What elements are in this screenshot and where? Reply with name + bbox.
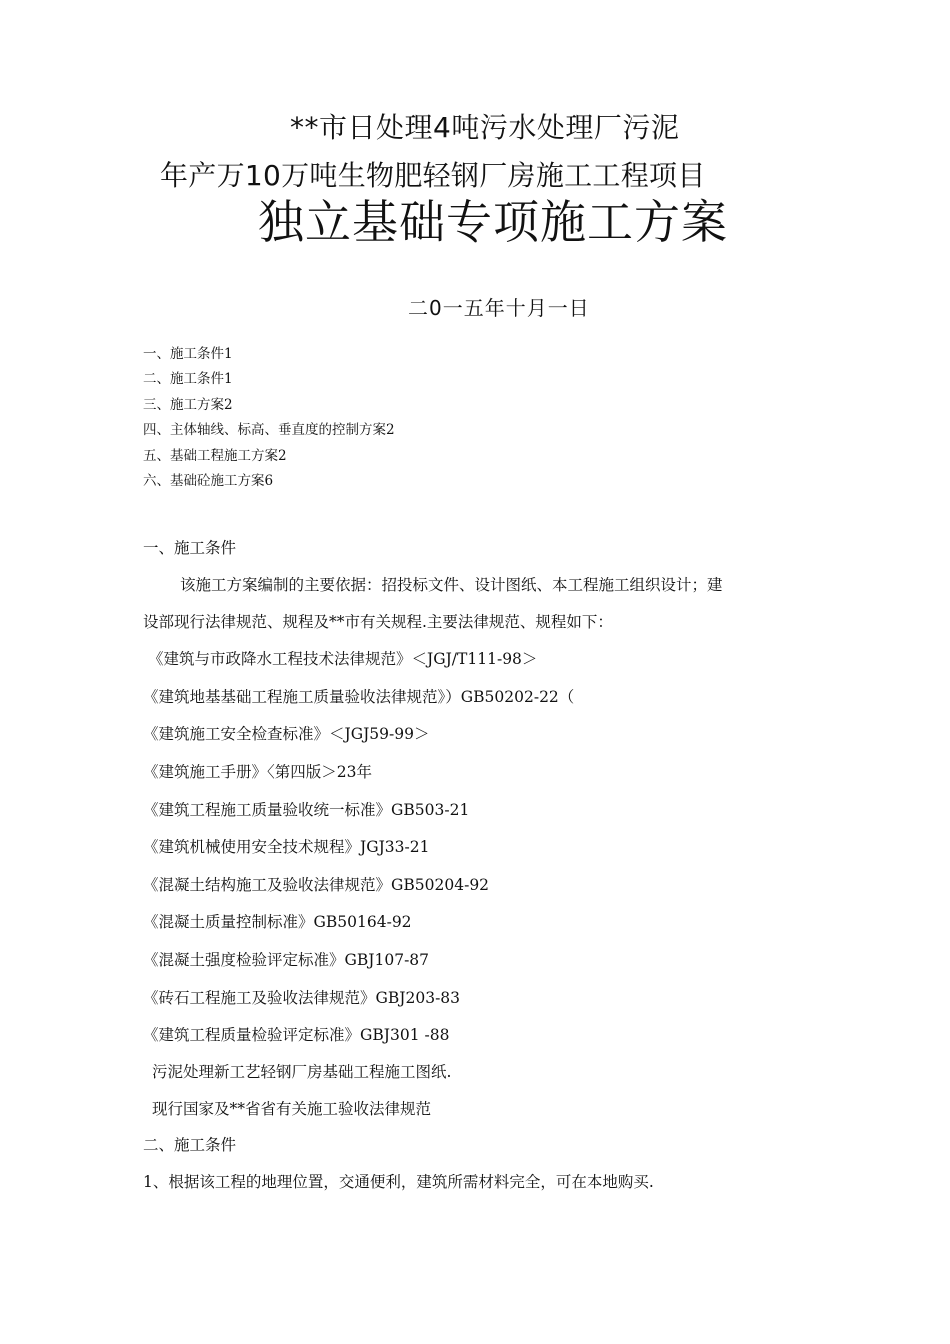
cover-title-line2: 年产万10万吨生物肥轻钢厂房施工工程项目 — [160, 159, 706, 192]
paragraph-item: 1、根据该工程的地理位置，交通便利，建筑所需材料完全，可在本地购买. — [143, 1173, 654, 1191]
drawing-reference: 污泥处理新工艺轻钢厂房基础工程施工图纸. — [152, 1063, 452, 1081]
reference-item: 《混凝土结构施工及验收法律规范》GB50204-92 — [143, 876, 490, 894]
toc-item: 三、施工方案2 — [143, 397, 233, 413]
toc-item: 二、施工条件1 — [143, 371, 233, 387]
reference-item: 《混凝土强度检验评定标准》GBJ107-87 — [143, 951, 430, 969]
section-heading: 一、施工条件 — [143, 539, 237, 557]
reference-item: 《建筑施工安全检查标准》＜JGJ59-99＞ — [143, 725, 430, 743]
intro-paragraph-line: 该施工方案编制的主要依据：招投标文件、设计图纸、本工程施工组织设计；建 — [180, 576, 723, 594]
reference-item: 《建筑机械使用安全技术规程》JGJ33-21 — [143, 838, 430, 856]
toc-item: 五、基础工程施工方案2 — [143, 448, 287, 464]
reference-item: 《砖石工程施工及验收法律规范》GBJ203-83 — [143, 989, 461, 1007]
cover-title-line1: **市日处理4吨污水处理厂污泥 — [290, 111, 680, 144]
reference-item: 《建筑地基基础工程施工质量验收法律规范》）GB50202-22（ — [143, 688, 575, 706]
cover-title-main: 独立基础专项施工方案 — [258, 195, 728, 249]
reference-item: 《建筑施工手册》〈第四版＞23年 — [143, 763, 372, 781]
reference-item: 《建筑工程施工质量验收统一标准》GB503-21 — [143, 801, 470, 819]
reference-item: 《混凝土质量控制标准》GB50164-92 — [143, 913, 412, 931]
toc-item: 六、基础砼施工方案6 — [143, 473, 274, 489]
section-heading: 二、施工条件 — [143, 1136, 237, 1154]
toc-item: 四、主体轴线、标高、垂直度的控制方案2 — [143, 422, 395, 438]
reference-item: 《建筑与市政降水工程技术法律规范》＜JGJ/T111-98＞ — [148, 650, 538, 668]
cover-date: 二0一五年十月一日 — [408, 296, 590, 320]
regulation-reference: 现行国家及**省省有关施工验收法律规范 — [152, 1100, 432, 1118]
toc-item: 一、施工条件1 — [143, 346, 233, 362]
reference-item: 《建筑工程质量检验评定标准》GBJ301 -88 — [143, 1026, 450, 1044]
intro-paragraph-line: 设部现行法律规范、规程及**市有关规程.主要法律规范、规程如下： — [143, 613, 613, 631]
